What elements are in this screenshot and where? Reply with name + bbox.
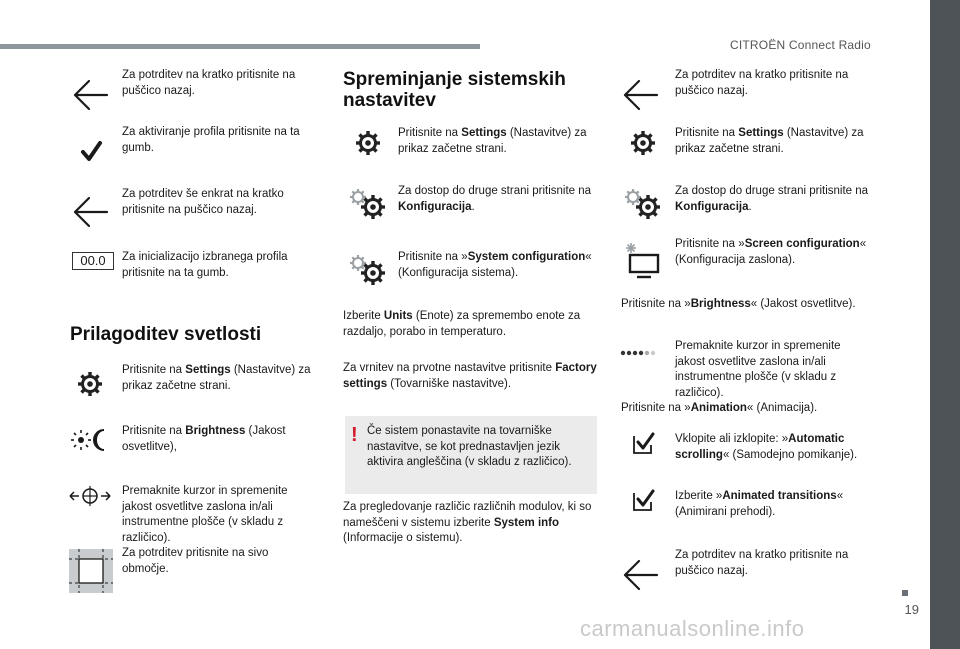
double-gear-icon <box>344 185 392 223</box>
col2-item-3-text: Pritisnite na »System configuration« (Konfiguracija sistema). <box>398 251 592 279</box>
page-side-tab <box>930 0 960 649</box>
col3-item-3-text: Za dostop do druge strani pritisnite na Konfiguracija. <box>675 185 869 213</box>
checkmark-icon <box>67 134 115 170</box>
col3-paragraph-brightness: Pritisnite na »Brightness« (Jakost osvetlitve). <box>621 298 856 310</box>
section-heading-system-settings: Spreminjanje sistemskih nastavitev <box>343 69 566 111</box>
warning-note-text: Če sistem ponastavite na tovarniške nastavitve, se kot prednastavljen jezik aktivira angleščina (v skladu z različico). <box>367 425 572 468</box>
brightness-icon <box>66 422 114 458</box>
settings-gear-icon <box>66 366 114 402</box>
screen-config-icon <box>619 241 667 281</box>
col1-brightness-item-2-text: Pritisnite na Brightness (Jakost osvetlitve), <box>122 425 286 453</box>
page-number: 19 <box>904 602 919 617</box>
col1-brightness-item-3-text: Premaknite kurzor in spremenite jakost osvetlitve zaslona in/ali instrumentne plošče (v skladu z različico). <box>122 485 288 544</box>
header-rule <box>0 44 480 49</box>
col3-check-1-text: Vklopite ali izklopite: »Automatic scrolling« (Samodejno pomikanje). <box>675 433 858 461</box>
col1-item-1-text: Za potrditev na kratko pritisnite na puščico nazaj. <box>122 69 296 97</box>
section-marker <box>902 590 908 596</box>
watermark: carmanualsonline.info <box>580 616 805 641</box>
col1-item-4-text: Za inicializacijo izbranega profila pritisnite na ta gumb. <box>122 251 288 279</box>
col2-paragraph-factory: Za vrnitev na prvotne nastavitve pritisnite Factory settings (Tovarniške nastavitve). <box>343 362 597 390</box>
arrow-left-icon <box>617 77 665 113</box>
slider-icon <box>66 478 114 514</box>
warning-icon: ! <box>351 424 358 446</box>
arrow-left-icon <box>617 557 665 593</box>
section-heading-brightness: Prilagoditev svetlosti <box>70 324 262 345</box>
grey-area-icon <box>69 549 113 593</box>
brand-header: CITROËN Connect Radio <box>730 38 871 52</box>
col2-item-2-text: Za dostop do druge strani pritisnite na Konfiguracija. <box>398 185 592 213</box>
brightness-level-icon <box>617 340 665 376</box>
settings-gear-icon <box>619 125 667 161</box>
col3-paragraph-animation: Pritisnite na »Animation« (Animacija). <box>621 402 818 414</box>
col3-slider-text: Premaknite kurzor in spremenite jakost osvetlitve zaslona in/ali instrumentne plošče (v skladu z različico). <box>675 340 841 399</box>
arrow-left-icon <box>67 194 115 230</box>
arrow-left-icon <box>67 77 115 113</box>
col3-item-4-text: Pritisnite na »Screen configuration« (Konfiguracija zaslona). <box>675 238 867 266</box>
reset-value-icon <box>72 252 114 270</box>
settings-gear-icon <box>344 125 392 161</box>
col3-check-2-text: Izberite »Animated transitions« (Animirani prehodi). <box>675 490 844 518</box>
col1-item-2-text: Za aktiviranje profila pritisnite na ta gumb. <box>122 126 300 154</box>
double-gear-icon <box>344 251 392 289</box>
double-gear-icon <box>619 185 667 223</box>
reset-value-label: 00.0 <box>80 253 106 268</box>
checkbox-checked-icon <box>625 485 661 515</box>
col2-paragraph-units: Izberite Units (Enote) za spremembo enote za razdaljo, porabo in temperaturo. <box>343 310 581 338</box>
col1-brightness-item-1-text: Pritisnite na Settings (Nastavitve) za prikaz začetne strani. <box>122 364 311 392</box>
col1-brightness-item-4-text: Za potrditev pritisnite na sivo območje. <box>122 547 269 575</box>
col2-paragraph-system-info: Za pregledovanje različic različnih modulov, ki so nameščeni v sistemu izberite System info (Informacije o sistemu). <box>343 501 592 544</box>
col3-back-text: Za potrditev na kratko pritisnite na puščico nazaj. <box>675 549 849 577</box>
col1-item-3-text: Za potrditev še enkrat na kratko pritisnite na puščico nazaj. <box>122 188 284 216</box>
col2-item-1-text: Pritisnite na Settings (Nastavitve) za prikaz začetne strani. <box>398 127 587 155</box>
col3-item-1-text: Za potrditev na kratko pritisnite na puščico nazaj. <box>675 69 849 97</box>
checkbox-checked-icon <box>625 428 661 458</box>
col3-item-2-text: Pritisnite na Settings (Nastavitve) za prikaz začetne strani. <box>675 127 864 155</box>
